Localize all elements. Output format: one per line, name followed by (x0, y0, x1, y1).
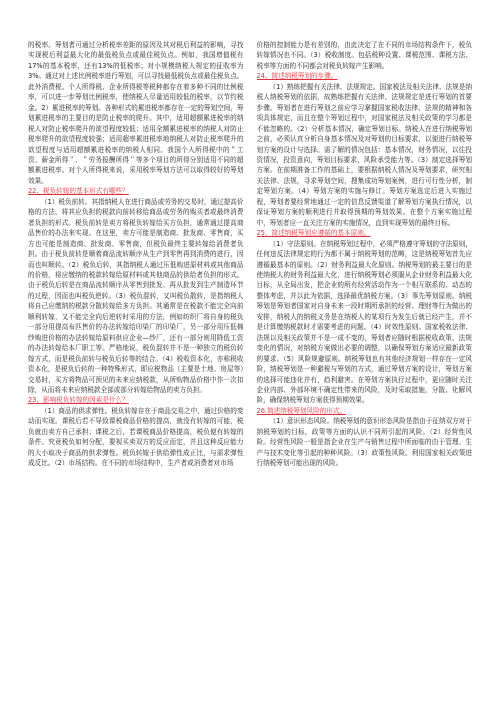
right-column (257, 40, 473, 693)
body-paragraph: 的税率。筹划者可通过分析税率差距的原因及其对税后利益的影响，寻找实现税后利益最大化的最低税负点或最佳税负点。例如，我国增值税有17%的基本税率，还有13%的低税率；对小规模纳税人规定的征收率为3%。通过对上述比例税率进行筹划，可以寻找最低税负点或最佳税负点。此外消费税、个人所得税、企业所得税等税种都存在着多种不同的比例税率，可以进一步筹划比例税率，使纳税人尽量适用较低的税率，以节约税金。2）累进税率的筹划。各种形式的累进税率都存在一定的筹划空间，筹划累进税率的主要目的是防止税率的爬升。其中，适用超额累进税率的纳税人对防止税率爬升的欲望程度较低；适用全额累进税率的纳税人对防止税率爬升的欲望程度较强；适用超率累进税率地纳税人对防止税率爬升的欲望程度与适用超额累进税率的纳税人相同。我国个人所得税中的＂工资、薪金所得＂、＂劳务报酬所得＂等多个项目的所得分别适用不同的超额累进税率。对个人所得税来说，采用税率筹划方法可以取得较好的筹划效果。 (28, 41, 244, 185)
body-paragraph: （1）税负前转。其指纳税人在进行商品或劳务的交易时，通过提高价格的方法，将其应负担的税款向前转移给商品或劳务的购买者或最终消费者负担的形式。税负前转是卖方将税负转嫁给买方负担，通常通过提高商品售价的办法来实现。在这里，卖方可能是制造商、批发商、零售商，买方也可能是制造商、批发商、零售商，但税负最终主要转嫁给消费者负担。由于税负前转是顺着商品流转顺序从生产到零售再到消费的进行，因而也叫顺转。（2）税负后转，其指纳税人通过压低购进原材料或其他商品的价格，将应缴纳的税款转嫁给原材料或其他商品的供给者负担的形式。由于税负后转是在商品流转顺序从零售到批发、再从批发到生产制造环节的过程，因而也叫税负逆转。（3）税负混转，又叫税负散转，是指纳税人将自己应缴纳的税款分散转嫁给多方负担。其通常是在税款不能完全向前顺利转嫁，又不能完全向后逆转时采用的方法，例如纺织厂将自身的税负一部分用提高布匹售价的办法转嫁给印染厂的印染厂，另一部分用压低棉纱购进价格的办法转嫁给原料供应企业—纱厂，还有一部分则用降低工资的办法转嫁给本厂职工等。严格地说，税负混转并不是一种独立的税负转嫁方式，而是税负前转与税负后转等的结合。（4）税收资本化，亦称税收资本化，是税负后转的一种特殊形式，即应税物品（主要是土地、房屋等）交易时，买方将物品可预见的未来应纳税款，从所购物品价格中作一次扣除，从而将未来应纳税款全部或部分转嫁给物品的卖方负担。 (28, 197, 244, 394)
section-heading (28, 186, 244, 196)
section-heading-text: 23、影响税负转嫁的因素是什么？ (28, 396, 129, 405)
section-heading-text: 26.简述纳税筹划风险的形式。 (256, 406, 347, 415)
body-paragraph: （1）商品的供求弹性。税负转嫁存在于商品交易之中，通过价格的变动而实现。课税后若不导致课税商品价格的提高，就没有转嫁的可能，税负就由卖方自己承担；课税之后，若课税商品价格提高，税负便有转嫁的条件。究竟税负如何分配，要视买卖双方的反应而定，并且这种反应能力的大小取决于商品的供求弹性。税负转嫁于供给弹性成正比，与需求弹性成反比。（2）市场结构。在不同的市场结构中，生产者或消费者对市场 (28, 406, 244, 468)
left-column (28, 40, 244, 693)
body-paragraph: 价格的控制能力是有差别的，由此决定了在不同的市场结构条件下，税负转嫁情况也不同。（3）税收制度。包括税种设置、课税范围、课税方法、税率等方面的不同都会对税负转嫁产生影响。 (256, 41, 472, 70)
section-heading-text: 25、简述纳税筹划应遵循的基本原则。 (256, 229, 371, 238)
section-heading-text: 24、简述纳税筹划的步骤。 (256, 72, 338, 81)
section-heading (257, 228, 473, 238)
body-paragraph: （1）意识形态风险。纳税筹划的意识形态风险是指由于征纳双方对于纳税筹划的目标，政策等方面的认识不同所引起的风险。（2）经营性风险。经营性风险一般是指企业在生产与销售过程中所面临的由于管理、生产与技术变化等引起的种种风险。（3）政策性风险。利用国家相关政策进行纳税筹划可能出现的风险。 (256, 417, 472, 468)
section-heading (257, 71, 473, 81)
body-paragraph: （1）守法原则。在纳税筹划过程中，必须严格遵守筹划的守法原则，任何违反法律规定的行为都不属于纳税筹划的范畴，这是纳税筹划首先应遵循最基本的原则。（2）财务利益最大化原则。纳税筹划的最主要目的是使纳税人的财务利益最大化，进行纳税筹划必须服从企业财务利益最大化目标，从全局出发，把企业的所有经营活动作为一个相互联系的、动态的整体考虑，并以此为依据，选择最优纳税方案。（3）事先筹划原则。纳税筹划是筹划者国家对自身未来一段时期所承担的经营、理财等行为做出的安排，纳税人的纳税义务是在纳税人的某项行为发生后就已经产生，并不是计算缴纳税款时才需要考虑的问题。（4）时效性原则。国家税收法律、法规以及相关政策并不是一成不变的，筹划者应随时根据税收政策、法规变化的情况，对纳税方案做出必要的调整，以确保筹划方案适应最新政策的要求。（5）风险规避原则。纳税筹划也有其他经济规划一样存在一定风险，纳税筹划是一种避税与筹划的方式，通过筹划方案的设计，筹划方案的选择可能违化并有，趋利避害。在筹划方案执行过程中，更应随时关注企业内部、外部环境不确定性带来的风险，及时采取措施，分散、化解风险，确保纳税筹划方案获得预期效果。 (256, 239, 472, 405)
section-heading (28, 395, 244, 405)
section-heading-text: 22、税负转嫁的基本形式有哪些？ (28, 187, 129, 196)
body-paragraph: （1）熟练把握有关法律、法规规定。国家税法及相关法律、法规是纳税人纳税筹划的依据，故熟练把握有关法律、法规规定是进行筹划的首要步骤。筹划者在进行筹划之前应学习掌握国家税收法律、法规的精神和各项具体规定，而且在整个筹划过程中，对国家税法及相关政策的学习都是不能忽略的。（2）分析基本情况，确定筹划目标。纳税人在进行纳税筹划之前，必须认真分析自身基本情况及对筹划的目标要求，以便进行纳税筹划方案的设计与选择。需了解的情况包括：基本情况，财务情况，以往投资情况，投资意向，筹划目标要求，风险承受能力等。（3）制定选择筹划方案。在前期准备工作的基础上，要根据纳税人情况及筹划要求，研究相关法律、法规，寻求筹划空间，搜集成功筹划案例，进行可行性分析，制定筹划方案。（4）筹划方案的实施与修订。筹划方案选定后进入实施过程，筹划者要经常地通过一定的信息反馈渠道了解筹划方案执行情况，以保证筹划方案的顺利进行并取得预期的筹划效果。在整个方案实施过程中，筹划者应一直关注方案的实施情况，直到实现筹划的最终目标。 (256, 82, 472, 227)
section-heading (257, 406, 473, 416)
